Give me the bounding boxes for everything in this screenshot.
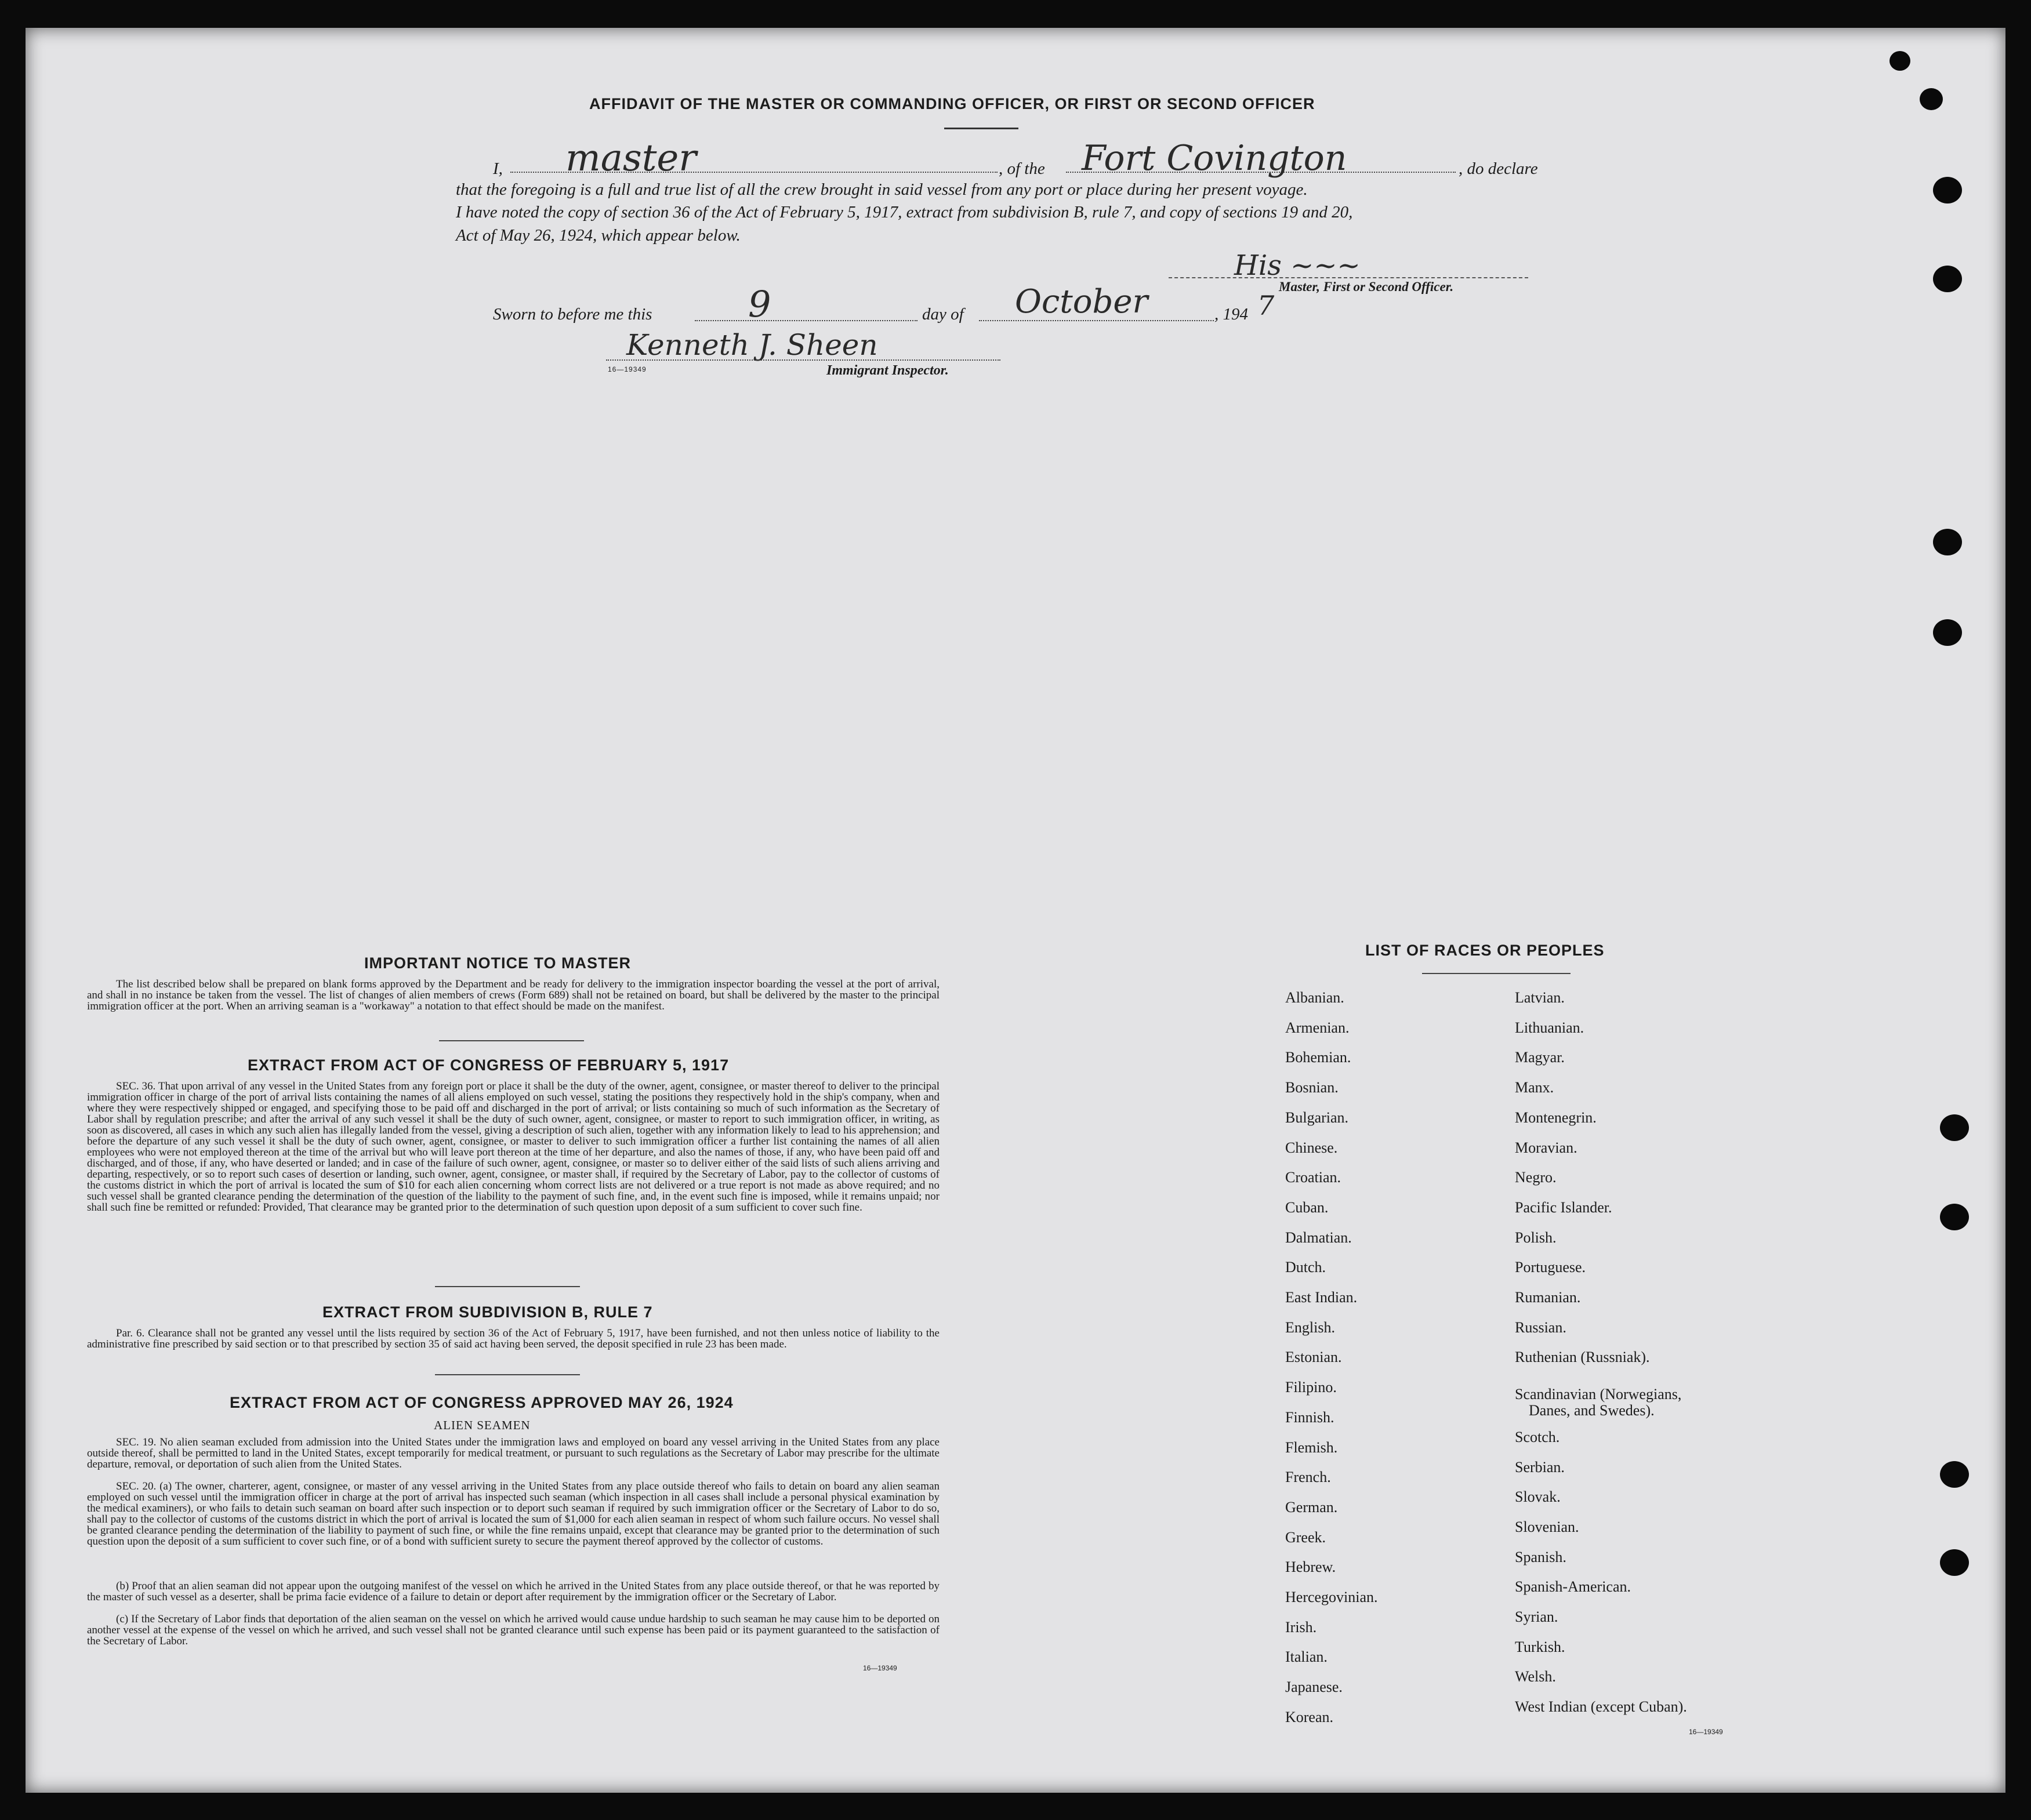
do-declare-label: , do declare [1459,159,1538,178]
notice-title: IMPORTANT NOTICE TO MASTER [364,954,631,972]
punch-hole [1933,529,1962,555]
race-item: Manx. [1515,1079,1554,1096]
punch-hole [1933,266,1962,292]
race-item: Rumanian. [1515,1289,1581,1306]
day-blank [695,320,917,321]
handwritten-year: 7 [1257,290,1275,321]
inspector-blank [606,359,1000,361]
day-of-label: day of [922,305,964,324]
sec-19-body: SEC. 19. No alien seaman excluded from admission into the United States under the immigration laws and employed on board any vessel arriving in the United States from any place outside thereof, shall be permitted to land in the United States, except temporarily for medical treatment, or pursuant to such regulations as the Secretary of Labor may prescribe for the ultimate departure, removal, or deportation of such alien from the United States. [87,1436,940,1470]
punch-hole [1940,1204,1969,1230]
race-item: Serbian. [1515,1459,1565,1476]
divider [435,1374,580,1375]
handwritten-month: October [1015,283,1148,321]
officer-signature: His ~~~ [1234,249,1361,282]
punch-hole [1940,1114,1969,1141]
race-item: Chinese. [1285,1139,1338,1156]
extract-b-title: EXTRACT FROM SUBDIVISION B, RULE 7 [322,1303,653,1321]
race-item: Latvian. [1515,989,1565,1006]
race-item: Hebrew. [1285,1559,1336,1575]
race-item: Syrian. [1515,1608,1558,1625]
race-item: Korean. [1285,1709,1334,1725]
race-item: Bosnian. [1285,1079,1339,1096]
race-item: Flemish. [1285,1439,1338,1456]
punch-hole [1933,619,1962,646]
notice-body: The list described below shall be prepared on blank forms approved by the Department and be ready for delivery to the immigration inspector boarding the vessel at the port of arrival, and shall in no instance be taken from the vessel. The list of changes of alien members of crews (Form 689) shall not be retained on board, but shall be delivered by the master to the principal immigration officer at the port. When an arriving seaman is a "workaway" a notation to that effect should be made on the manifest. [87,978,940,1012]
race-item: Hercegovinian. [1285,1589,1378,1605]
divider [439,1040,584,1041]
form-number: 16—19349 [1689,1728,1723,1736]
race-item: Armenian. [1285,1019,1350,1036]
punch-hole [1889,51,1910,71]
form-number: 16—19349 [608,365,647,373]
race-item: Negro. [1515,1169,1557,1186]
race-item: Russian. [1515,1319,1566,1336]
race-item: Moravian. [1515,1139,1577,1156]
punch-hole [1933,177,1962,204]
extract-1917-body: SEC. 36. That upon arrival of any vessel in the United States from any foreign port or place it shall be the duty of the owner, agent, consignee, or master thereof to deliver to the principal immigration officer in charge of the port of arrival lists containing the names of all aliens employed on such vessel, stating the positions they respectively hold in the ship's company, when and where they were respectively shipped or engaged, and specifying those to be paid off and discharged in the port of arrival; or lists containing so much of such information as the Secretary of Labor shall by regulation prescribe; and after the arrival of any such vessel it shall be the duty of such owner, agent, consignee, or master to report to such immigration officer, in writing, as soon as discovered, all cases in which any such alien has illegally landed from the vessel, giving a description of such alien, together with any information likely to lead to his apprehension; and before the departure of any such vessel it shall be the duty of such owner, agent, consignee, or master to deliver to such immigration officer a further list containing the names of all alien employees who were not employed thereon at the time of the arrival but who will leave port thereon at the time of her departure, and also the names of those, if any, who have been paid off and discharged, and of those, if any, who have deserted or landed; and in case of the failure of such owner, agent, consignee, or master so to deliver either of the said lists of such aliens arriving and departing, respectively, or so to report such cases of desertion or landing, such owner, agent, consignee, or master shall, if required by the Secretary of Labor, pay to the collector of customs of the customs district in which the port of arrival is located the sum of $10 for each alien concerning whom correct lists are not delivered or a true report is not made as above required; and no such vessel shall be granted clearance pending the determination of the question of the liability to the payment of such fine, and, in the event such fine is imposed, while it remains unpaid; nor shall such fine be remitted or refunded: Provided, That clearance may be granted prior to the determination of such question upon deposit of a sum sufficient to cover such fine. [87,1080,940,1214]
race-item: Scandinavian (Norwegians, [1515,1386,1682,1403]
race-item: Danes, and Swedes). [1529,1402,1655,1419]
extract-1924-title: EXTRACT FROM ACT OF CONGRESS APPROVED MAY 26, 1924 [230,1394,734,1411]
race-item: German. [1285,1499,1338,1516]
sec-20c-body: (c) If the Secretary of Labor finds that deportation of the alien seaman on the vessel on which he arrived would cause undue hardship to such seaman he may cause him to be deported on another vessel at the expense of the vessel on which he arrived, and such vessel shall not be granted clearance until such expense has been paid or its payment guaranteed to the satisfaction of the Secretary of Labor. [87,1613,940,1647]
race-item: Estonian. [1285,1349,1342,1365]
race-item: Dutch. [1285,1259,1326,1276]
divider [1422,973,1571,974]
race-item: Portuguese. [1515,1259,1586,1276]
race-item: Scotch. [1515,1429,1560,1445]
race-item: Bulgarian. [1285,1109,1349,1126]
race-item: Turkish. [1515,1639,1565,1655]
race-item: Spanish. [1515,1549,1566,1565]
affidavit-line: Act of May 26, 1924, which appear below. [456,226,741,245]
race-item: Japanese. [1285,1679,1343,1695]
race-item: English. [1285,1319,1335,1336]
punch-hole [1940,1549,1969,1576]
race-item: Finnish. [1285,1409,1334,1426]
race-item: Filipino. [1285,1379,1337,1396]
affidavit-line: I have noted the copy of section 36 of the Act of February 5, 1917, extract from subdivision B, rule 7, and copy of sections 19 and 20, [456,203,1353,221]
race-item: Albanian. [1285,989,1344,1006]
race-item: Spanish-American. [1515,1578,1631,1595]
race-item: Irish. [1285,1619,1317,1636]
year-label: , 194 [1214,305,1248,324]
races-title: LIST OF RACES OR PEOPLES [1365,942,1605,959]
sec-20a-body: SEC. 20. (a) The owner, charterer, agent, consignee, or master of any vessel arriving in the United States from any place outside thereof who fails to detain on board any alien seaman employed on such vessel until the immigration officer in charge at the port of arrival has inspected such seaman (which inspection in all cases shall include a personal physical examination by the medical examiners), or who fails to detain such seaman on board after such inspection or to deport such seaman if required by such immigration officer or the Secretary of Labor to do so, shall pay to the collector of customs of the customs district in which the port of arrival is located the sum of $1,000 for each alien seaman in respect of whom such failure occurs. No vessel shall be granted clearance pending the determination of the liability to payment of such fine, or while the fine remains unpaid, except that clearance may be granted prior to the determination of such question upon the deposit of a sum sufficient to cover such fine, or of a bond with sufficient surety to secure the payment thereof approved by the collector of customs. [87,1480,940,1547]
race-item: Montenegrin. [1515,1109,1597,1126]
extract-1924-subtitle: ALIEN SEAMEN [434,1418,531,1432]
race-item: Slovak. [1515,1488,1561,1505]
race-item: West Indian (except Cuban). [1515,1698,1687,1715]
sworn-label: Sworn to before me this [493,305,652,324]
race-item: Welsh. [1515,1668,1556,1685]
race-item: Magyar. [1515,1049,1565,1066]
sec-20b-body: (b) Proof that an alien seaman did not appear upon the outgoing manifest of the vessel on which he arrived in the United States from any place outside thereof, or that he was reported by the master of such vessel as a deserter, shall be prima facie evidence of a failure to detain or deport after requirement by the immigration officer or the Secretary of Labor. [87,1580,940,1603]
race-item: Italian. [1285,1648,1328,1665]
handwritten-day: 9 [748,283,771,325]
inspector-signature: Kenneth J. Sheen [626,328,878,362]
extract-1917-title: EXTRACT FROM ACT OF CONGRESS OF FEBRUARY 5, 1917 [248,1056,730,1074]
officer-caption: Master, First or Second Officer. [1279,279,1454,294]
affidavit-title: AFFIDAVIT OF THE MASTER OR COMMANDING OFFICER, OR FIRST OR SECOND OFFICER [589,95,1315,112]
of-the-label: , of the [999,159,1045,178]
extract-b-body: Par. 6. Clearance shall not be granted any vessel until the lists required by section 36 of the Act of February 5, 1917, have been furnished, and not then unless notice of liability to the administrative fine prescribed by said section or to that prescribed by section 35 of said act having been served, the deposit specified in rule 23 has been made. [87,1327,940,1350]
race-item: Pacific Islander. [1515,1199,1612,1216]
i-label: I, [493,159,503,178]
punch-hole [1940,1461,1969,1488]
race-item: Slovenian. [1515,1519,1579,1535]
inspector-caption: Immigrant Inspector. [826,363,949,378]
divider [944,128,1018,129]
race-item: Ruthenian (Russniak). [1515,1349,1650,1365]
race-item: Greek. [1285,1529,1326,1546]
divider [435,1286,580,1287]
race-item: East Indian. [1285,1289,1358,1306]
race-item: Cuban. [1285,1199,1329,1216]
handwritten-vessel: Fort Covington [1082,138,1347,179]
form-number: 16—19349 [863,1664,897,1672]
handwritten-name: master [565,137,697,180]
affidavit-line: that the foregoing is a full and true list of all the crew brought in said vessel from any port or place during her present voyage. [456,180,1308,199]
race-item: Lithuanian. [1515,1019,1584,1036]
race-item: Croatian. [1285,1169,1341,1186]
race-item: Dalmatian. [1285,1229,1352,1246]
race-item: Polish. [1515,1229,1557,1246]
signature-line [1169,277,1528,278]
race-item: French. [1285,1469,1331,1485]
race-item: Bohemian. [1285,1049,1351,1066]
punch-hole [1920,88,1943,110]
